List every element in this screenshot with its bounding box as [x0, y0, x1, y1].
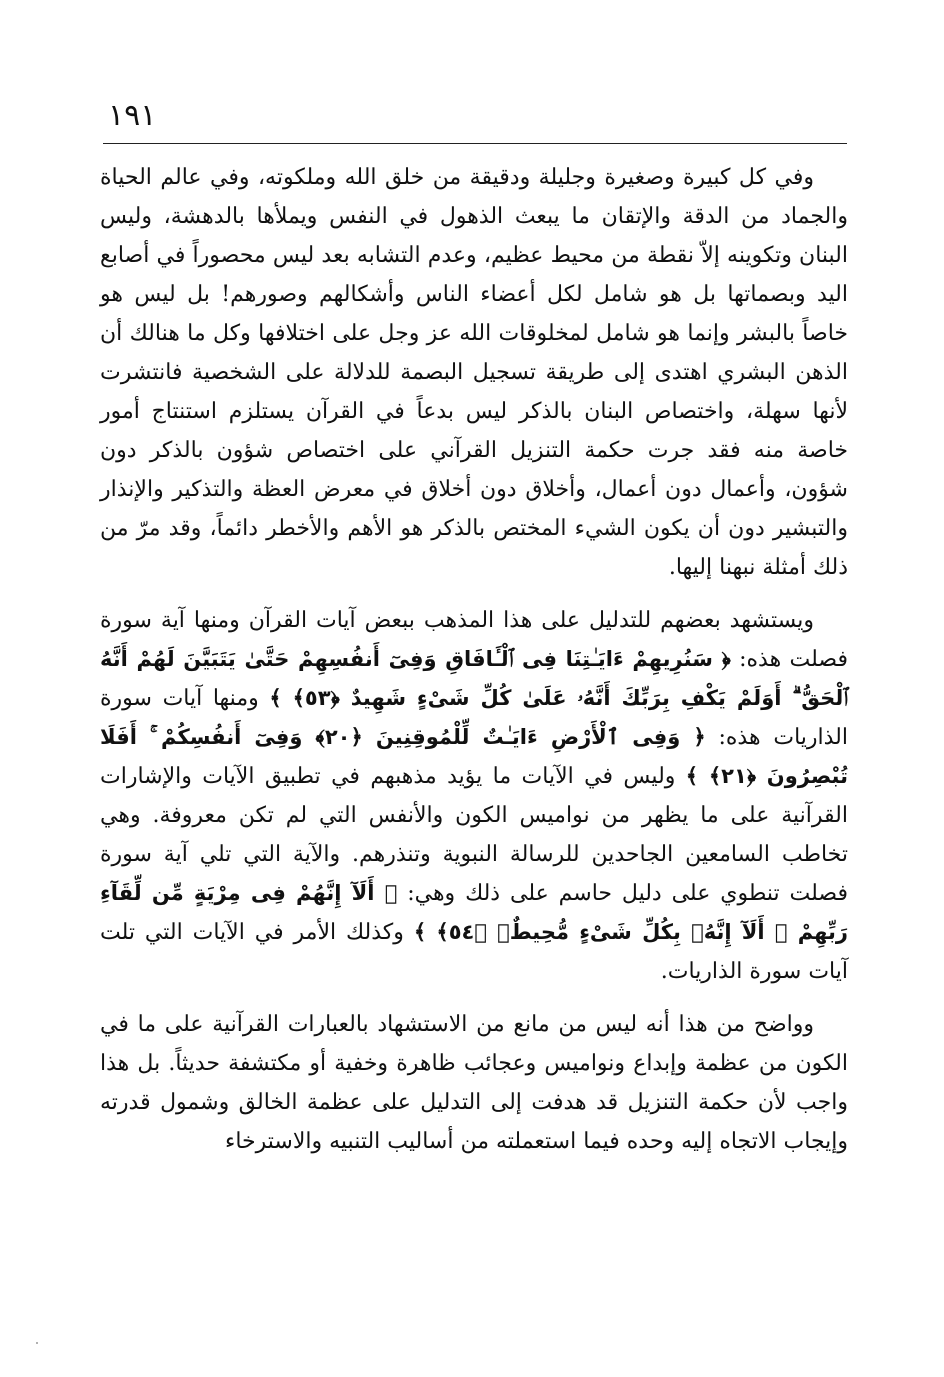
body-text	[100, 158, 848, 1161]
page-number: ١٩١	[108, 98, 157, 133]
header-rule	[103, 143, 847, 144]
paragraph-2	[100, 601, 848, 991]
paragraph-text: وفي كل كبيرة وصغيرة وجليلة ودقيقة من خلق الله وملكوته، وفي عالم الحياة والجماد من الدقة والإتقان ما يبعث الذهول في النفس ويملأها بالدهشة، وليس البنان وتكوينه إلاّ نقطة من محيط عظيم، وعدم التشابه بعد ليس محصوراً في أصابع اليد وبصماتها بل هو شامل لكل أعضاء الناس وأشكالهم وصورهم! بل ليس هو خاصاً بالبشر وإنما هو شامل لمخلوقات الله عز وجل على اختلافها وكل ما هنالك أن الذهن البشري اهتدى إلى طريقة تسجيل البصمة للدلالة على الشخصية فانتشرت لأنها سهلة، واختصاص البنان بالذكر ليس بدعاً في القرآن يستلزم استنتاج أمور خاصة منه فقد جرت حكمة التنزيل القرآني على اختصاص شؤون بالذكر دون شؤون، وأعمال دون أعمال، وأخلاق دون أخلاق في معرض العظة والتذكير والإنذار والتبشير دون أن يكون الشيء المختص بالذكر هو الأهم والأخطر دائماً، وقد مرّ من ذلك أمثلة نبهنا إليها.	[100, 165, 848, 580]
paragraph-text: وكذلك الأمر في الآيات التي تلت آيات سورة الذاريات.	[100, 920, 848, 984]
paragraph-text: وواضح من هذا أنه ليس من مانع من الاستشهاد بالعبارات القرآنية على ما في الكون من عظمة وإبداع ونواميس وعجائب ظاهرة وخفية أو مكتشفة حديثاً. بل هذا واجب لأن حكمة التنزيل قد هدفت إلى التدليل على عظمة الخالق وشمول قدرته وإيجاب الاتجاه إليه وحده فيما استعملته من أساليب التنبيه والاسترخاء	[100, 1012, 848, 1154]
quran-verse-fussilat-54: ﴿ أَلَآ إِنَّهُمْ فِى مِرْيَةٍ مِّن لِّقَآءِ رَبِّهِمْ ۗ أَلَآ إِنَّهُۥ بِكُلِّ شَىْءٍ مُّحِيطٌۢ ﴿٥٤﴾ ﴾	[100, 881, 849, 944]
paragraph-text: ويستشهد بعضهم للتدليل على هذا المذهب ببعض آيات القرآن ومنها آية سورة فصلت هذه:	[100, 608, 848, 672]
scan-speck	[36, 1342, 38, 1344]
paragraph-text: وليس في الآيات ما يؤيد مذهبهم في تطبيق الآيات والإشارات القرآنية على ما يظهر من نواميس الكون والأنفس التي لم تكن معروفة. وهي تخاطب السامعين الجاحدين للرسالة النبوية وتنذرهم. والآية التي تلي آية سورة فصلت تنطوي على دليل حاسم على ذلك وهي:	[100, 764, 848, 906]
quran-verse-fussilat-53: ﴿ سَنُرِيهِمْ ءَايَـٰتِنَا فِى ٱلْـَٔافَاقِ وَفِىٓ أَنفُسِهِمْ حَتَّىٰ يَتَبَيَّنَ لَهُمْ أَنَّهُ ٱلْحَقُّ ۗ أَوَلَمْ يَكْفِ بِرَبِّكَ أَنَّهُۥ عَلَىٰ كُلِّ شَىْءٍ شَهِيدٌ ﴿٥٣﴾ ﴾	[100, 647, 849, 710]
paragraph-3	[100, 1005, 848, 1161]
paragraph-text: ومنها آيات سورة الذاريات هذه:	[100, 686, 849, 750]
paragraph-1	[100, 158, 848, 587]
quran-verse-dhariyat-20-21: ﴿ وَفِى ٱلْأَرْضِ ءَايَـٰتٌ لِّلْمُوقِنِينَ ﴿٢٠﴾ وَفِىٓ أَنفُسِكُمْ ۚ أَفَلَا تُبْصِرُونَ ﴿٢١﴾ ﴾	[100, 725, 848, 788]
